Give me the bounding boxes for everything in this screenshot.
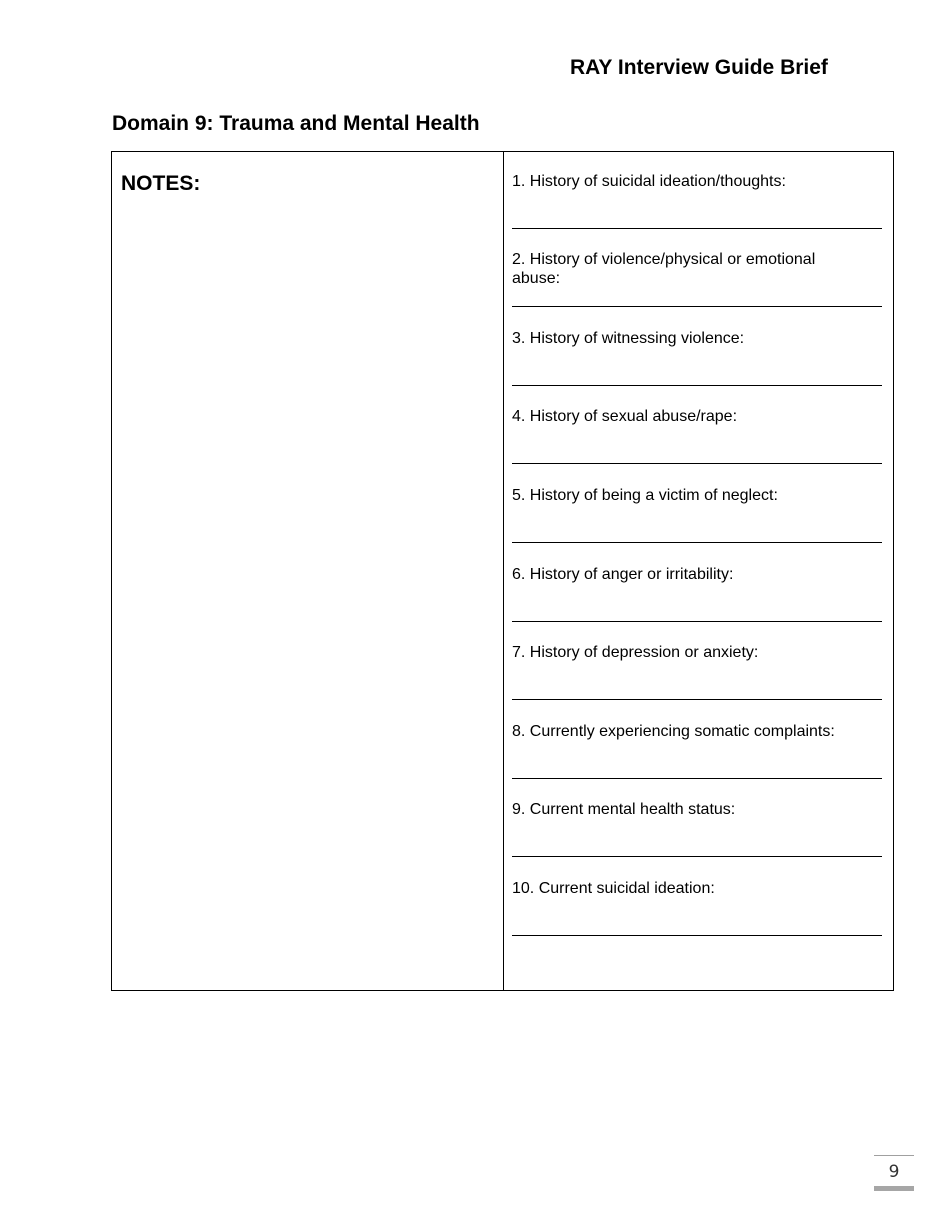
question-item-1	[512, 152, 882, 230]
question-item-5	[512, 466, 882, 544]
answer-line[interactable]	[512, 935, 882, 936]
answer-line[interactable]	[512, 856, 882, 857]
questions-column	[504, 152, 893, 990]
question-item-6	[512, 545, 882, 623]
notes-column[interactable]	[112, 152, 504, 990]
question-item-8	[512, 702, 882, 780]
question-item-9	[512, 780, 882, 858]
answer-line[interactable]	[512, 385, 882, 386]
answer-line[interactable]	[512, 621, 882, 622]
question-text: 6. History of anger or irritability:	[512, 566, 734, 583]
answer-line[interactable]	[512, 778, 882, 779]
question-text: 1. History of suicidal ideation/thoughts:	[512, 173, 786, 190]
question-text: 5. History of being a victim of neglect:	[512, 487, 778, 504]
answer-line[interactable]	[512, 699, 882, 700]
answer-line[interactable]	[512, 228, 882, 229]
question-text: 9. Current mental health status:	[512, 801, 736, 818]
question-text: 2. History of violence/physical or emotional abuse:	[512, 251, 816, 287]
question-item-3	[512, 309, 882, 387]
question-text: 8. Currently experiencing somatic complaints:	[512, 723, 835, 740]
question-item-10	[512, 859, 882, 937]
question-text: 4. History of sexual abuse/rape:	[512, 408, 738, 425]
interview-form-table	[111, 151, 894, 991]
answer-line[interactable]	[512, 306, 882, 307]
page-number-box	[874, 1155, 914, 1191]
answer-line[interactable]	[512, 463, 882, 464]
page-number: 9	[888, 1162, 900, 1182]
question-item-2	[512, 230, 882, 308]
question-text: 7. History of depression or anxiety:	[512, 644, 759, 661]
question-item-7	[512, 623, 882, 701]
document-header-title: RAY Interview Guide Brief	[570, 56, 828, 79]
domain-title: Domain 9: Trauma and Mental Health	[112, 112, 480, 135]
question-item-4	[512, 387, 882, 465]
notes-label: NOTES:	[121, 172, 201, 195]
question-text: 10. Current suicidal ideation:	[512, 880, 715, 897]
answer-line[interactable]	[512, 542, 882, 543]
question-text: 3. History of witnessing violence:	[512, 330, 745, 347]
